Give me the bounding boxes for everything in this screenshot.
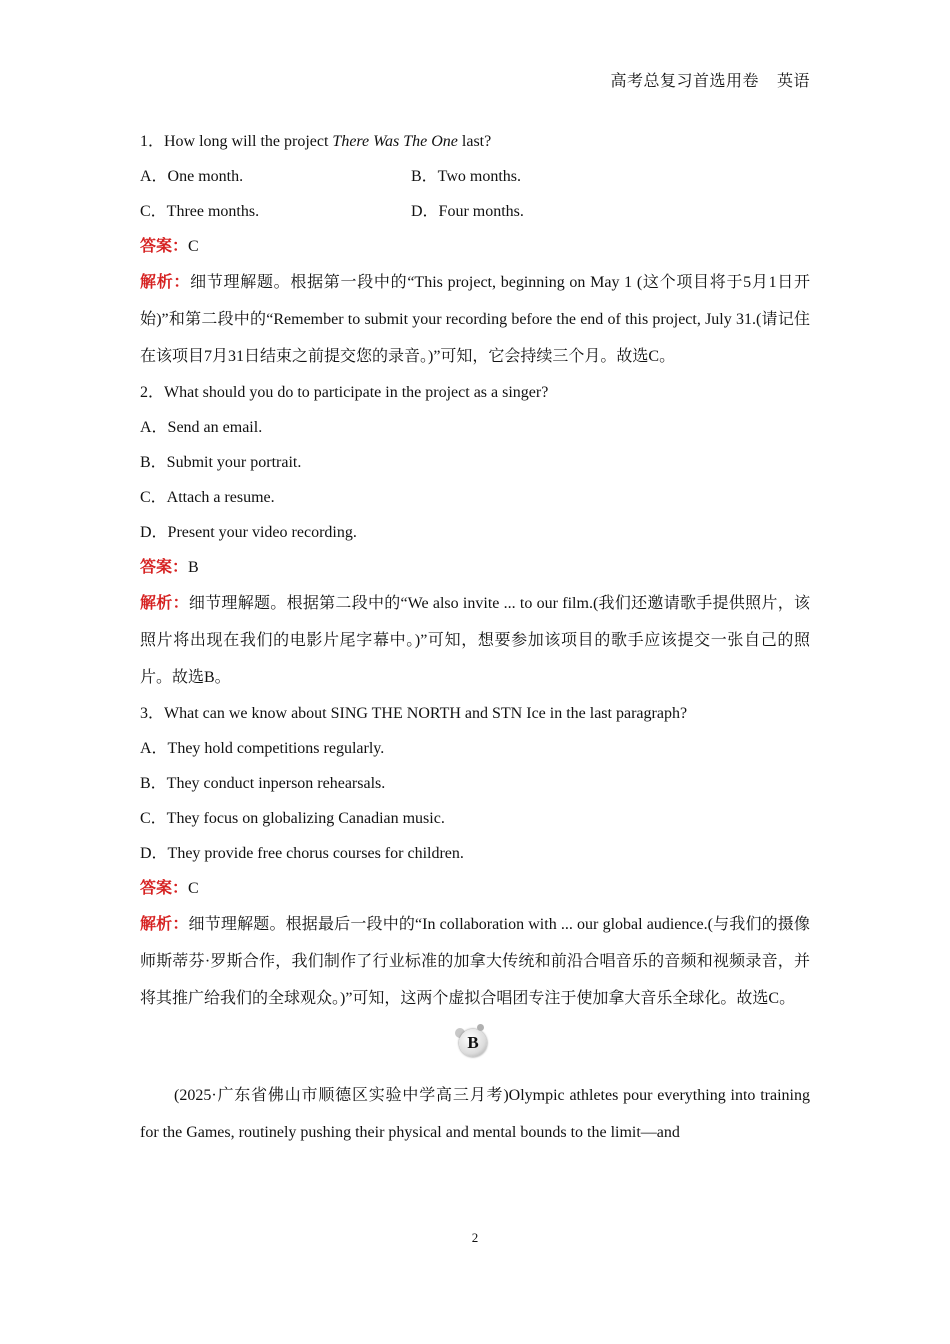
option-c: C．They focus on globalizing Canadian music. (140, 810, 445, 827)
analysis-text: 细节理解题。根据第一段中的“This project, beginning on May 1 (这个项目将于5月1日开始)”和第二段中的“Remember to submit your recording before the end of this project, July 31.(请记住在该项目7月31日结束之前提交您的录音。)”可知，它会持续三个月。故选C。 (140, 274, 810, 365)
option-b: B．Submit your portrait. (140, 454, 302, 471)
passage-paragraph: (2025·广东省佛山市顺德区实验中学高三月考)Olympic athletes pour everything into training for the Games, routinely pushing their physical and mental bounds to the limit—and (140, 1087, 810, 1141)
header-title: 高考总复习首选用卷 (610, 73, 759, 90)
option-c: C．Three months. (140, 203, 260, 220)
section-b-badge (455, 1023, 495, 1063)
answer-value: C (188, 238, 199, 255)
question-3 (140, 696, 810, 1017)
question-2 (140, 375, 810, 696)
analysis-paragraph (140, 585, 810, 696)
analysis-text: 细节理解题。根据第二段中的“We also invite ... to our film.(我们还邀请歌手提供照片，该照片将出现在我们的电影片尾字幕中。)”可知，想要参加该项目的歌手应该提交一张自己的照片。故选B。 (140, 595, 810, 686)
option-d: D．Present your video recording. (140, 524, 357, 541)
answer-label: 答案： (140, 880, 189, 897)
option-a: A．They hold competitions regularly. (140, 740, 385, 757)
answer-value: B (188, 559, 199, 576)
question-stem (140, 124, 810, 159)
answer-value: C (188, 880, 199, 897)
option-a: A．Send an email. (140, 419, 263, 436)
answer-line (140, 871, 810, 906)
answer-label: 答案： (140, 238, 189, 255)
option-d: D．They provide free chorus courses for children. (140, 845, 464, 862)
header-subject: 英语 (776, 73, 810, 90)
question-1 (140, 124, 810, 375)
option-c: C．Attach a resume. (140, 489, 275, 506)
options-row (140, 159, 810, 194)
page-content (140, 124, 810, 1151)
stem-text: 1．How long will the project (140, 133, 333, 150)
answer-line (140, 229, 810, 264)
option-b: B．They conduct inperson rehearsals. (140, 775, 386, 792)
option-b: B．Two months. (411, 168, 522, 185)
question-stem: 3．What can we know about SING THE NORTH and STN Ice in the last paragraph? (140, 705, 688, 722)
analysis-label: 解析： (140, 916, 189, 933)
option-d: D．Four months. (411, 203, 524, 220)
analysis-paragraph (140, 906, 810, 1017)
question-stem: 2．What should you do to participate in the project as a singer? (140, 384, 549, 401)
options-row (140, 194, 810, 229)
page-header (610, 68, 810, 91)
section-letter: B (467, 1033, 479, 1052)
stem-text: last? (457, 133, 492, 150)
analysis-paragraph (140, 264, 810, 375)
answer-label: 答案： (140, 559, 189, 576)
analysis-label: 解析： (140, 274, 191, 291)
answer-line (140, 550, 810, 585)
option-a: A．One month. (140, 168, 244, 185)
page-number: 2 (471, 1230, 479, 1245)
stem-italic-title: There Was The One (332, 133, 458, 150)
analysis-label: 解析： (140, 595, 189, 612)
analysis-text: 细节理解题。根据最后一段中的“In collaboration with ... our global audience.(与我们的摄像师斯蒂芬·罗斯合作，我们制作了行业标准的加拿大传统和前沿合唱音乐的音频和视频录音，并将其推广给我们的全球观众。)”可知，这两个虚拟合唱团专注于使加拿大音乐全球化。故选C。 (140, 916, 810, 1007)
